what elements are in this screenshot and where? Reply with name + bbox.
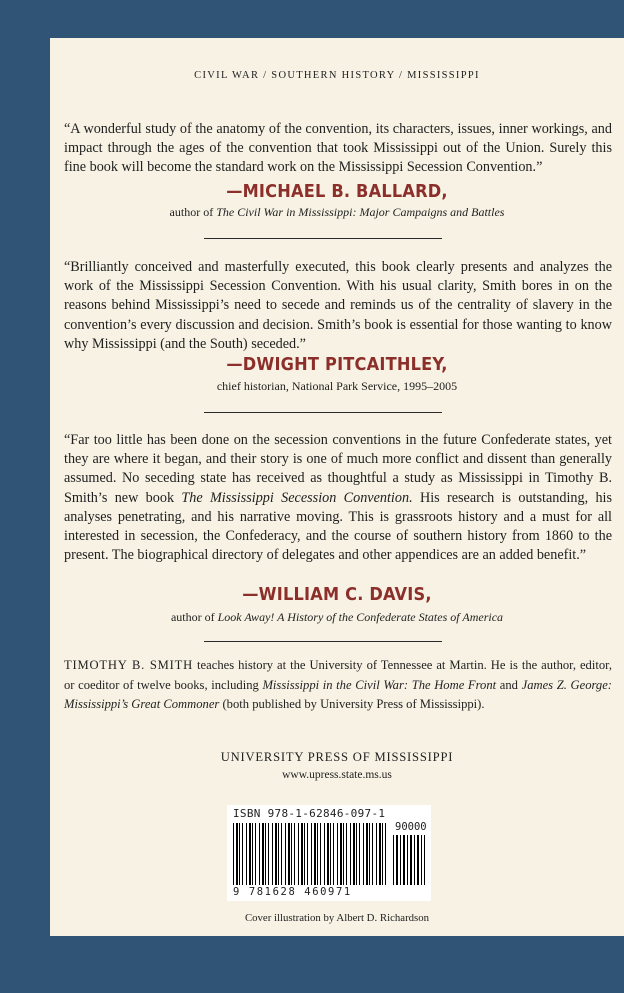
publisher-name: UNIVERSITY PRESS OF MISSISSIPPI	[220, 750, 454, 764]
barcode-addon-bars-icon	[393, 835, 425, 885]
author-bio: TIMOTHY B. SMITH teaches history at the University of Tennessee at Martin. He is the author, editor, or coeditor of twelve books, including Mississippi in the Civil War: The Home Front and James Z. George: Mississippi’s Great Commoner (both published by University Press of Mississippi).	[64, 658, 612, 711]
barcode-digits: 9 781628 460971	[233, 886, 352, 898]
publisher-url: www.upress.state.ms.us	[282, 769, 392, 781]
cover-credit: Cover illustration by Albert D. Richardson	[244, 912, 430, 924]
review-quote-1: “A wonderful study of the anatomy of the convention, its characters, issues, inner workings, and impact through the ages of the convention that took Mississippi out of the Union. Surely this fine book will become the standard work on the Mississippi Secession Convention.”	[64, 121, 612, 176]
review-author-3: —WILLIAM C. DAVIS,	[242, 584, 432, 605]
review-author-1: —MICHAEL B. BALLARD,	[226, 181, 448, 202]
back-cover-panel	[50, 38, 624, 936]
review-quote-2: “Brilliantly conceived and masterfully executed, this book clearly presents and analyzes the work of the Mississippi Secession Convention. With his usual clarity, Smith bores in on the reasons behind Mississippi’s need to secede and reminds us of the centrality of slavery in the convention’s every discussion and decision. Smith’s book is essential for those wanting to know why Mississippi (and the South) seceded.”	[64, 259, 612, 352]
review-author-title-1: author of The Civil War in Mississippi: Major Campaigns and Battles	[169, 205, 505, 219]
barcode-bars-icon	[233, 823, 389, 885]
category-line: CIVIL WAR / SOUTHERN HISTORY / MISSISSIPPI	[194, 70, 480, 81]
divider-2	[204, 412, 442, 413]
isbn-barcode	[227, 805, 431, 901]
review-author-title-2: chief historian, National Park Service, 1995–2005	[216, 379, 458, 393]
divider-1	[204, 238, 442, 239]
review-author-2: —DWIGHT PITCAITHLEY,	[226, 354, 448, 375]
review-quote-3: “Far too little has been done on the secession conventions in the future Confederate states, yet they are where it began, and their story is one of much more conflict and dissent than generally assumed. No seceding state has received as thoughtful a study as Mississippi in Timothy B. Smith’s new book The Mississippi Secession Convention. His research is outstanding, his analyses penetrating, and his narrative moving. This is grassroots history and a must for all interested in secession, the Confederacy, and the course of southern history from 1860 to the present. The biographical directory of delegates and other appendices are an added benefit.”	[64, 432, 612, 564]
review-author-title-3: author of Look Away! A History of the Confederate States of America	[170, 610, 504, 624]
divider-3	[204, 641, 442, 642]
barcode-price-code: 90000	[395, 821, 427, 833]
barcode-isbn: ISBN 978-1-62846-097-1	[233, 807, 386, 820]
